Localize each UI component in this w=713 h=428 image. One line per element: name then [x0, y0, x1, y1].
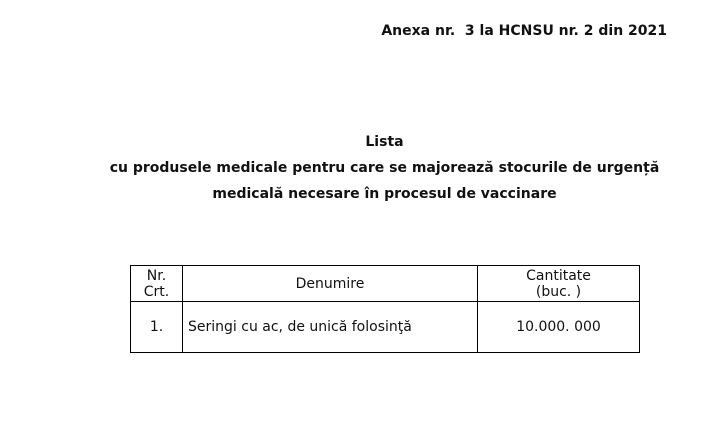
header-cantitate: [478, 266, 640, 302]
table-row: [131, 302, 640, 353]
header-denumire: Denumire: [183, 266, 478, 302]
document-title: [0, 129, 713, 207]
products-table: [130, 265, 640, 353]
header-nr-crt: [131, 266, 183, 302]
header-nr-line2: Crt.: [143, 283, 170, 300]
title-line-2: cu produsele medicale pentru care se majorează stocurile de urgență: [109, 160, 660, 176]
title-line-1: Lista: [365, 134, 404, 150]
table-header-row: [131, 266, 640, 302]
annex-reference: Anexa nr. 3 la HCNSU nr. 2 din 2021: [381, 23, 667, 39]
title-line-3: medicală necesare în procesul de vaccinare: [212, 186, 557, 202]
cell-cantitate: 10.000. 000: [478, 302, 640, 353]
header-qty-line1: Cantitate: [526, 267, 591, 284]
header-qty-line2: (buc. ): [535, 283, 582, 300]
cell-denumire: Seringi cu ac, de unică folosinţă: [183, 302, 478, 353]
cell-nr: 1.: [131, 302, 183, 353]
header-nr-line1: Nr.: [146, 267, 167, 284]
